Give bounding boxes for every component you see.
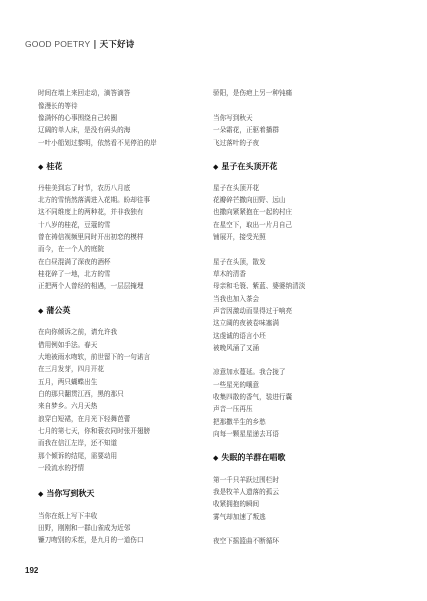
poem-line: 花瓣碎芒撒向田野、远山 (213, 196, 286, 204)
diamond-bullet-icon: ◆ (213, 454, 219, 462)
poem-line: 在向你倾诉之前，请允许我 (38, 328, 118, 336)
poem-line: 七月的第七天，你和蓑衣同时张开翅膀 (38, 427, 151, 435)
poem-line: 正把两个人曾经的相遇，一层层掩埋 (38, 282, 144, 290)
poem-line: 在白昼混满了深夜的酒杯 (38, 258, 111, 266)
poem-line: 收集四散的香气，装进行囊 (213, 393, 293, 401)
poem-line: 铺展开，接受光照 (213, 233, 266, 241)
poem-line: 当你写到秋天 (213, 114, 253, 122)
poem-line: 声音因激动而显得过于响亮 (213, 307, 293, 315)
poem-line: 来自梦乡。六月天热 (38, 402, 98, 410)
poem-line: 凉意加水蔓延。我合拢了 (213, 368, 286, 376)
poem-line: 这不同维度上的两种花，并非我独有 (38, 208, 144, 216)
poem-title (38, 488, 94, 499)
poem-line: 星子在头顶开花 (213, 184, 260, 192)
poem-line: 而我在信江左岸，还不知道 (38, 439, 118, 447)
page-header (25, 38, 134, 50)
poem-line: 一叶小船划过黎明，依然看不见停泊的岸 (38, 139, 157, 147)
poem-line: 像漫长的等待 (38, 102, 78, 110)
poem-title-text: 当你写到秋天 (46, 488, 95, 498)
poem-line: 时间在墙上来回走动，滴答滴答 (38, 89, 131, 97)
poem-line: 北方的雪悄然落满进入花期。盼却往事 (38, 196, 151, 204)
header-english-title: GOOD POETRY (25, 39, 91, 49)
page-number: 192 (25, 566, 39, 575)
poem-line: 丹桂美到忘了时节，农历八月底 (38, 184, 131, 192)
poem-title (38, 161, 62, 172)
poem-line: 白的那只翻贯江西，黑的那只 (38, 390, 124, 398)
poem-line: 也撒向紧紧抱在一起的村庄 (213, 208, 293, 216)
diamond-bullet-icon: ◆ (38, 307, 44, 315)
poem-title (213, 452, 285, 463)
poem-line: 骄阳，是伤疤上另一种钝痛 (213, 89, 293, 97)
poem-line: 那个倾诉的结尾，需要动用 (38, 452, 118, 460)
poem-line: 镰刀吻别的禾茬，是九月的一道伤口 (38, 536, 144, 544)
poem-line: 这立阔的夜被卷味塞满 (213, 319, 279, 327)
poem-title (213, 161, 277, 172)
poem-line: 这虔诚的语言小坯 (213, 332, 266, 340)
header-separator: | (93, 40, 97, 50)
poem-line: 一朵霜花，正驱着播群 (213, 126, 279, 134)
poem-line: 雾气却加速了叛逃 (213, 513, 266, 521)
poem-title (38, 305, 70, 316)
poem-line: 像满怀的心事围绕自己转圈 (38, 114, 118, 122)
poem-line: 星子在头顶，散发 (213, 258, 266, 266)
diamond-bullet-icon: ◆ (213, 163, 219, 171)
poem-line: 我是牧羊人遗落的孤云 (213, 488, 279, 496)
poem-title-text: 失眠的羊群在唱歌 (221, 452, 286, 462)
poem-line: 一些星光的嚷意 (213, 381, 260, 389)
poem-line: 在星空下，取出一片月自己 (213, 221, 293, 229)
poem-line: 向每一颗星星递去耳语 (213, 430, 279, 438)
poem-line: 把那撒半生的乡愁 (213, 418, 266, 426)
poem-line: 夜空下摇篮曲不断循环 (213, 537, 279, 545)
poem-line: 在三月发芽，四月开花 (38, 365, 104, 373)
poem-line: 声音一压再压 (213, 405, 253, 413)
poem-line: 借用例如手法。春天 (38, 341, 98, 349)
poem-line: 十八岁的桂花，豆蔻的雪 (38, 221, 111, 229)
poem-line: 收紧拥抱的瞬间 (213, 500, 260, 508)
poem-line: 当我也加入茶会 (213, 295, 260, 303)
poem-line: 母亲和毛簑、紫蓝、婆婆纳清淡 (213, 282, 306, 290)
poem-line: 飞过落叶的子夜 (213, 139, 260, 147)
poem-line: 草木的清香 (213, 270, 246, 278)
header-chinese-title: 天下好诗 (99, 40, 135, 50)
poem-line: 第一千只羊跃过围栏时 (213, 476, 279, 484)
diamond-bullet-icon: ◆ (38, 163, 44, 171)
poem-line: 浪穿白短裙，在月光下轻舞芭蕾 (38, 415, 131, 423)
poem-line: 辽阔的单人床，是没有码头的海 (38, 126, 131, 134)
poem-line: 田野，刚刚和一群山雀成为近邻 (38, 524, 131, 532)
poem-line: 而今，在一个人的庭院 (38, 245, 104, 253)
diamond-bullet-icon: ◆ (38, 490, 44, 498)
poem-title-text: 桂花 (46, 161, 63, 171)
poem-line: 五月，两只蝴蝶出生 (38, 378, 98, 386)
poem-title-text: 蒲公英 (46, 305, 71, 315)
poem-title-text: 星子在头顶开花 (221, 161, 278, 171)
poem-line: 当你在纸上写下丰收 (38, 512, 98, 520)
poem-line: 被晚风涌了又涌 (213, 344, 260, 352)
poem-line: 大地被雨水吻软，前世留下的一句诺言 (38, 353, 151, 361)
poem-line: 桂花碎了一地，北方的雪 (38, 270, 111, 278)
poem-line: 曾在祷信视频里同时开出初恋的模样 (38, 233, 144, 241)
poem-line: 一段流水的抒情 (38, 464, 85, 472)
